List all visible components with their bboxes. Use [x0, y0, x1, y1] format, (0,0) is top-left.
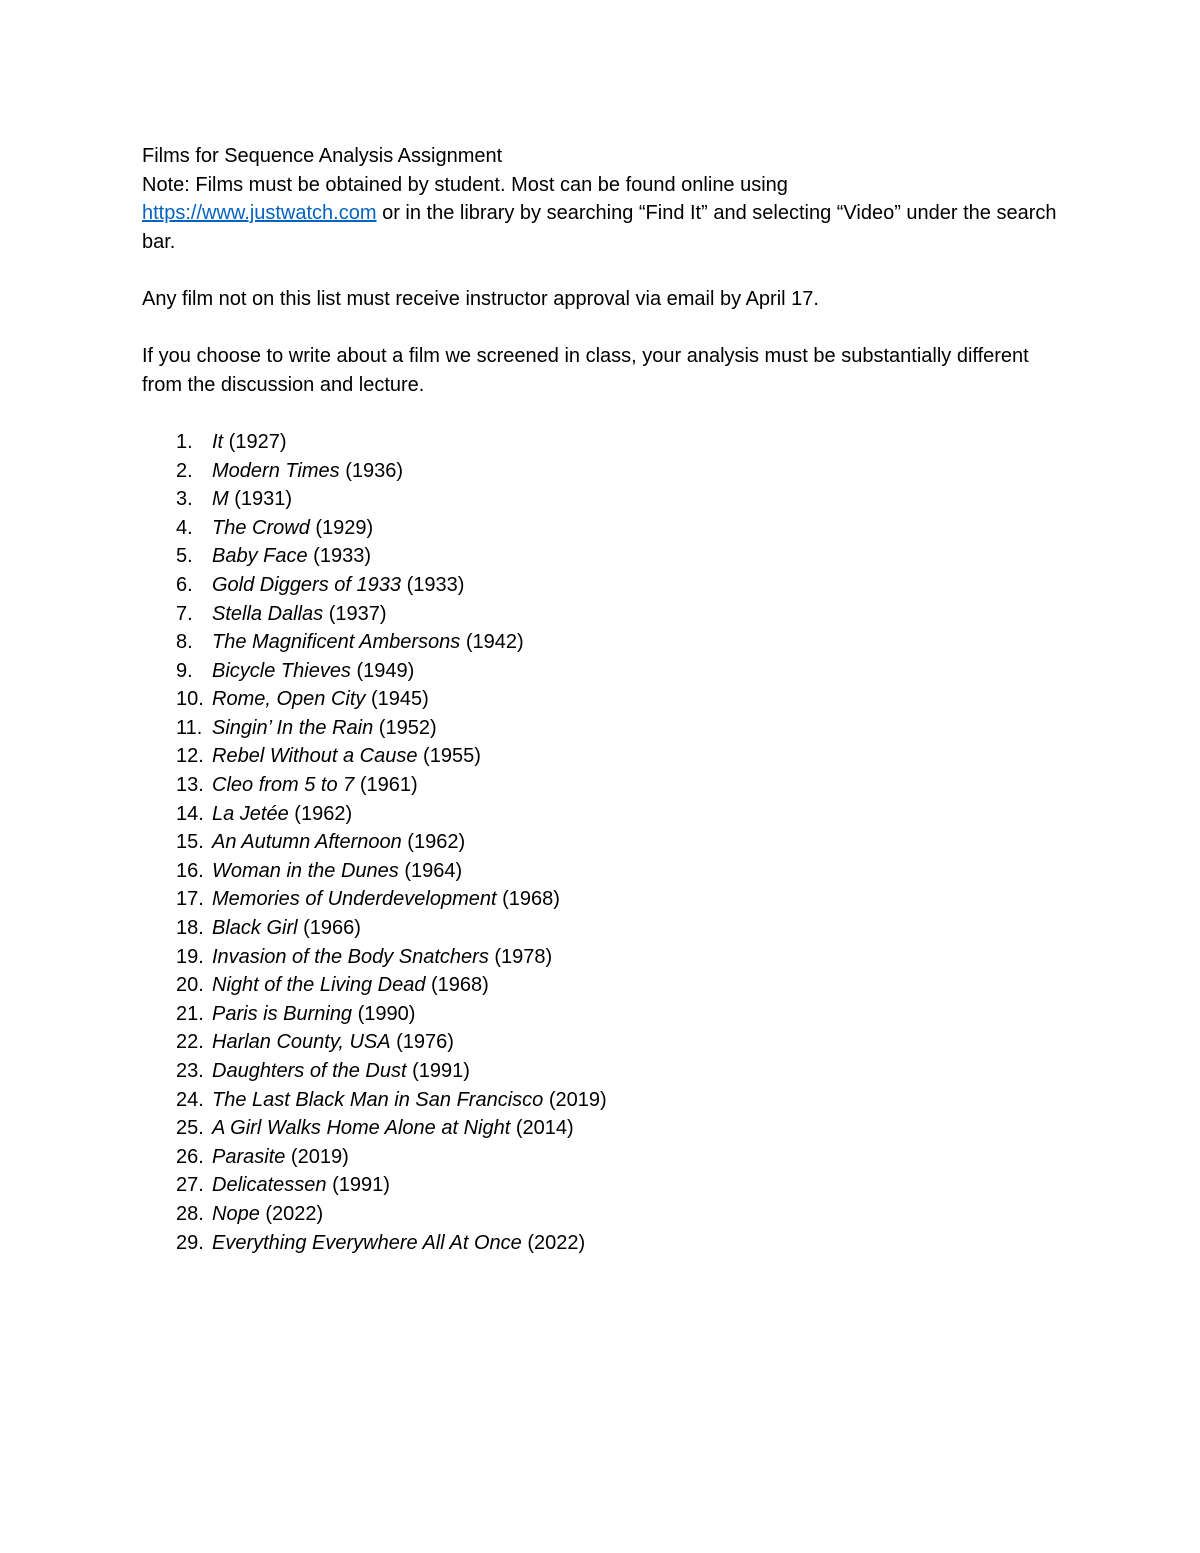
film-year: (1955)	[417, 745, 481, 768]
film-title: La Jetée	[212, 802, 289, 825]
screened-paragraph: If you choose to write about a film we screened in class, your analysis must be substantially different from the discussion and lecture.	[142, 345, 1029, 396]
spacer	[142, 256, 1062, 285]
list-item	[142, 1229, 1062, 1258]
film-year: (1931)	[228, 488, 293, 511]
film-title: An Autumn Afternoon	[212, 831, 402, 854]
list-item	[142, 514, 1062, 543]
film-title: Night of the Living Dead	[212, 974, 426, 997]
list-item-number: 14.	[176, 802, 204, 825]
film-year: (1976)	[390, 1031, 454, 1054]
note-prefix: Note: Films must be obtained by student. Most can be found online using	[142, 173, 788, 196]
film-year: (1929)	[309, 516, 374, 539]
film-year: (1937)	[323, 602, 387, 625]
list-item-number: 20.	[176, 974, 204, 997]
list-item	[142, 542, 1062, 571]
film-year: (1968)	[425, 974, 489, 997]
list-item	[142, 828, 1062, 857]
film-list	[142, 428, 1062, 1257]
list-item-number: 24.	[176, 1088, 204, 1111]
list-item	[142, 914, 1062, 943]
document-title: Films for Sequence Analysis Assignment	[142, 145, 503, 167]
film-title: Parasite	[212, 1145, 286, 1168]
list-item-number: 6.	[176, 573, 193, 596]
film-year: (1952)	[373, 716, 437, 739]
list-item-number: 12.	[176, 745, 204, 768]
list-item	[142, 742, 1062, 771]
film-year: (1962)	[288, 802, 353, 825]
film-year: (1933)	[401, 573, 465, 596]
film-title: The Crowd	[212, 516, 310, 539]
list-item	[142, 943, 1062, 972]
film-year: (1991)	[406, 1060, 470, 1082]
film-year: (1978)	[488, 945, 553, 968]
film-year: (1927)	[223, 430, 287, 453]
list-item-number: 4.	[176, 516, 193, 539]
film-year: (1962)	[401, 831, 466, 854]
film-year: (1966)	[297, 917, 361, 940]
film-title: Black Girl	[212, 917, 298, 940]
list-item-number: 17.	[176, 888, 204, 911]
list-item	[142, 628, 1062, 657]
list-item	[142, 800, 1062, 829]
film-title: Harlan County, USA	[212, 1031, 391, 1054]
film-title: Woman in the Dunes	[212, 859, 399, 882]
list-item	[142, 1171, 1062, 1200]
list-item	[142, 571, 1062, 600]
film-title: Singin’ In the Rain	[212, 716, 374, 739]
list-item-number: 8.	[176, 631, 193, 654]
list-item-number: 9.	[176, 659, 193, 682]
note-suffix: or in the library by searching “Find It” and selecting “Video” under the search bar.	[142, 202, 1057, 253]
film-title: Daughters of the Dust	[212, 1060, 407, 1082]
film-year: (2019)	[285, 1145, 349, 1168]
film-title: Paris is Burning	[212, 1002, 353, 1025]
list-item-number: 10.	[176, 688, 204, 711]
list-item	[142, 1057, 1062, 1086]
list-item-number: 27.	[176, 1174, 204, 1197]
film-title: Nope	[212, 1202, 260, 1225]
list-item	[142, 885, 1062, 914]
list-item	[142, 1028, 1062, 1057]
film-year: (2022)	[259, 1202, 324, 1225]
list-item-number: 15.	[176, 831, 204, 854]
film-title: Invasion of the Body Snatchers	[212, 945, 489, 968]
film-year: (1936)	[339, 459, 404, 482]
list-item	[142, 428, 1062, 457]
list-item	[142, 857, 1062, 886]
film-title: Modern Times	[212, 459, 340, 482]
film-title: The Magnificent Ambersons	[212, 631, 461, 654]
spacer	[142, 399, 1062, 428]
justwatch-link[interactable]: https://www.justwatch.com	[142, 202, 377, 225]
list-item-number: 22.	[176, 1031, 204, 1054]
film-year: (2014)	[510, 1117, 574, 1140]
film-title: Gold Diggers of 1933	[212, 573, 402, 596]
film-year: (1961)	[354, 774, 418, 797]
list-item	[142, 1143, 1062, 1172]
film-title: M	[212, 488, 229, 511]
film-title: A Girl Walks Home Alone at Night	[212, 1117, 511, 1140]
spacer	[142, 314, 1062, 343]
film-title: Stella Dallas	[212, 602, 324, 625]
film-year: (2019)	[543, 1088, 607, 1111]
film-year: (1964)	[398, 859, 463, 882]
film-title: Rebel Without a Cause	[212, 745, 418, 768]
film-title: Cleo from 5 to 7	[212, 774, 355, 797]
list-item-number: 25.	[176, 1117, 204, 1140]
list-item-number: 18.	[176, 917, 204, 940]
list-item	[142, 1086, 1062, 1115]
film-title: The Last Black Man in San Francisco	[212, 1088, 544, 1111]
film-title: Rome, Open City	[212, 688, 366, 711]
list-item	[142, 457, 1062, 486]
film-title: Baby Face	[212, 545, 308, 568]
list-item-number: 21.	[176, 1002, 204, 1025]
list-item	[142, 657, 1062, 686]
list-item	[142, 971, 1062, 1000]
list-item-number: 7.	[176, 602, 193, 625]
list-item-number: 1.	[176, 430, 193, 453]
film-year: (1942)	[460, 631, 524, 654]
list-item-number: 13.	[176, 774, 204, 797]
list-item	[142, 714, 1062, 743]
film-year: (1945)	[365, 688, 429, 711]
list-item	[142, 771, 1062, 800]
document-page	[142, 142, 1062, 1257]
list-item	[142, 485, 1062, 514]
film-year: (1933)	[307, 545, 371, 568]
film-year: (1990)	[352, 1002, 416, 1025]
list-item-number: 2.	[176, 459, 193, 482]
film-title: Delicatessen	[212, 1174, 327, 1197]
film-year: (2022)	[521, 1231, 586, 1254]
note-paragraph	[142, 171, 1062, 257]
list-item-number: 16.	[176, 859, 204, 882]
list-item-number: 26.	[176, 1145, 204, 1168]
film-year: (1991)	[326, 1174, 390, 1197]
film-title: It	[212, 430, 224, 453]
list-item-number: 5.	[176, 545, 193, 568]
film-year: (1949)	[350, 659, 415, 682]
list-item-number: 11.	[176, 716, 203, 739]
list-item	[142, 600, 1062, 629]
list-item	[142, 1114, 1062, 1143]
list-item	[142, 1200, 1062, 1229]
approval-paragraph: Any film not on this list must receive instructor approval via email by April 17.	[142, 287, 819, 310]
film-title: Everything Everywhere All At Once	[212, 1231, 522, 1254]
list-item-number: 3.	[176, 488, 193, 511]
film-title: Memories of Underdevelopment	[212, 888, 497, 911]
list-item-number: 29.	[176, 1231, 204, 1254]
film-year: (1968)	[496, 888, 560, 911]
list-item	[142, 685, 1062, 714]
list-item-number: 28.	[176, 1202, 204, 1225]
film-title: Bicycle Thieves	[212, 659, 351, 682]
list-item-number: 19.	[176, 945, 204, 968]
list-item	[142, 1000, 1062, 1029]
list-item-number: 23.	[176, 1060, 204, 1082]
